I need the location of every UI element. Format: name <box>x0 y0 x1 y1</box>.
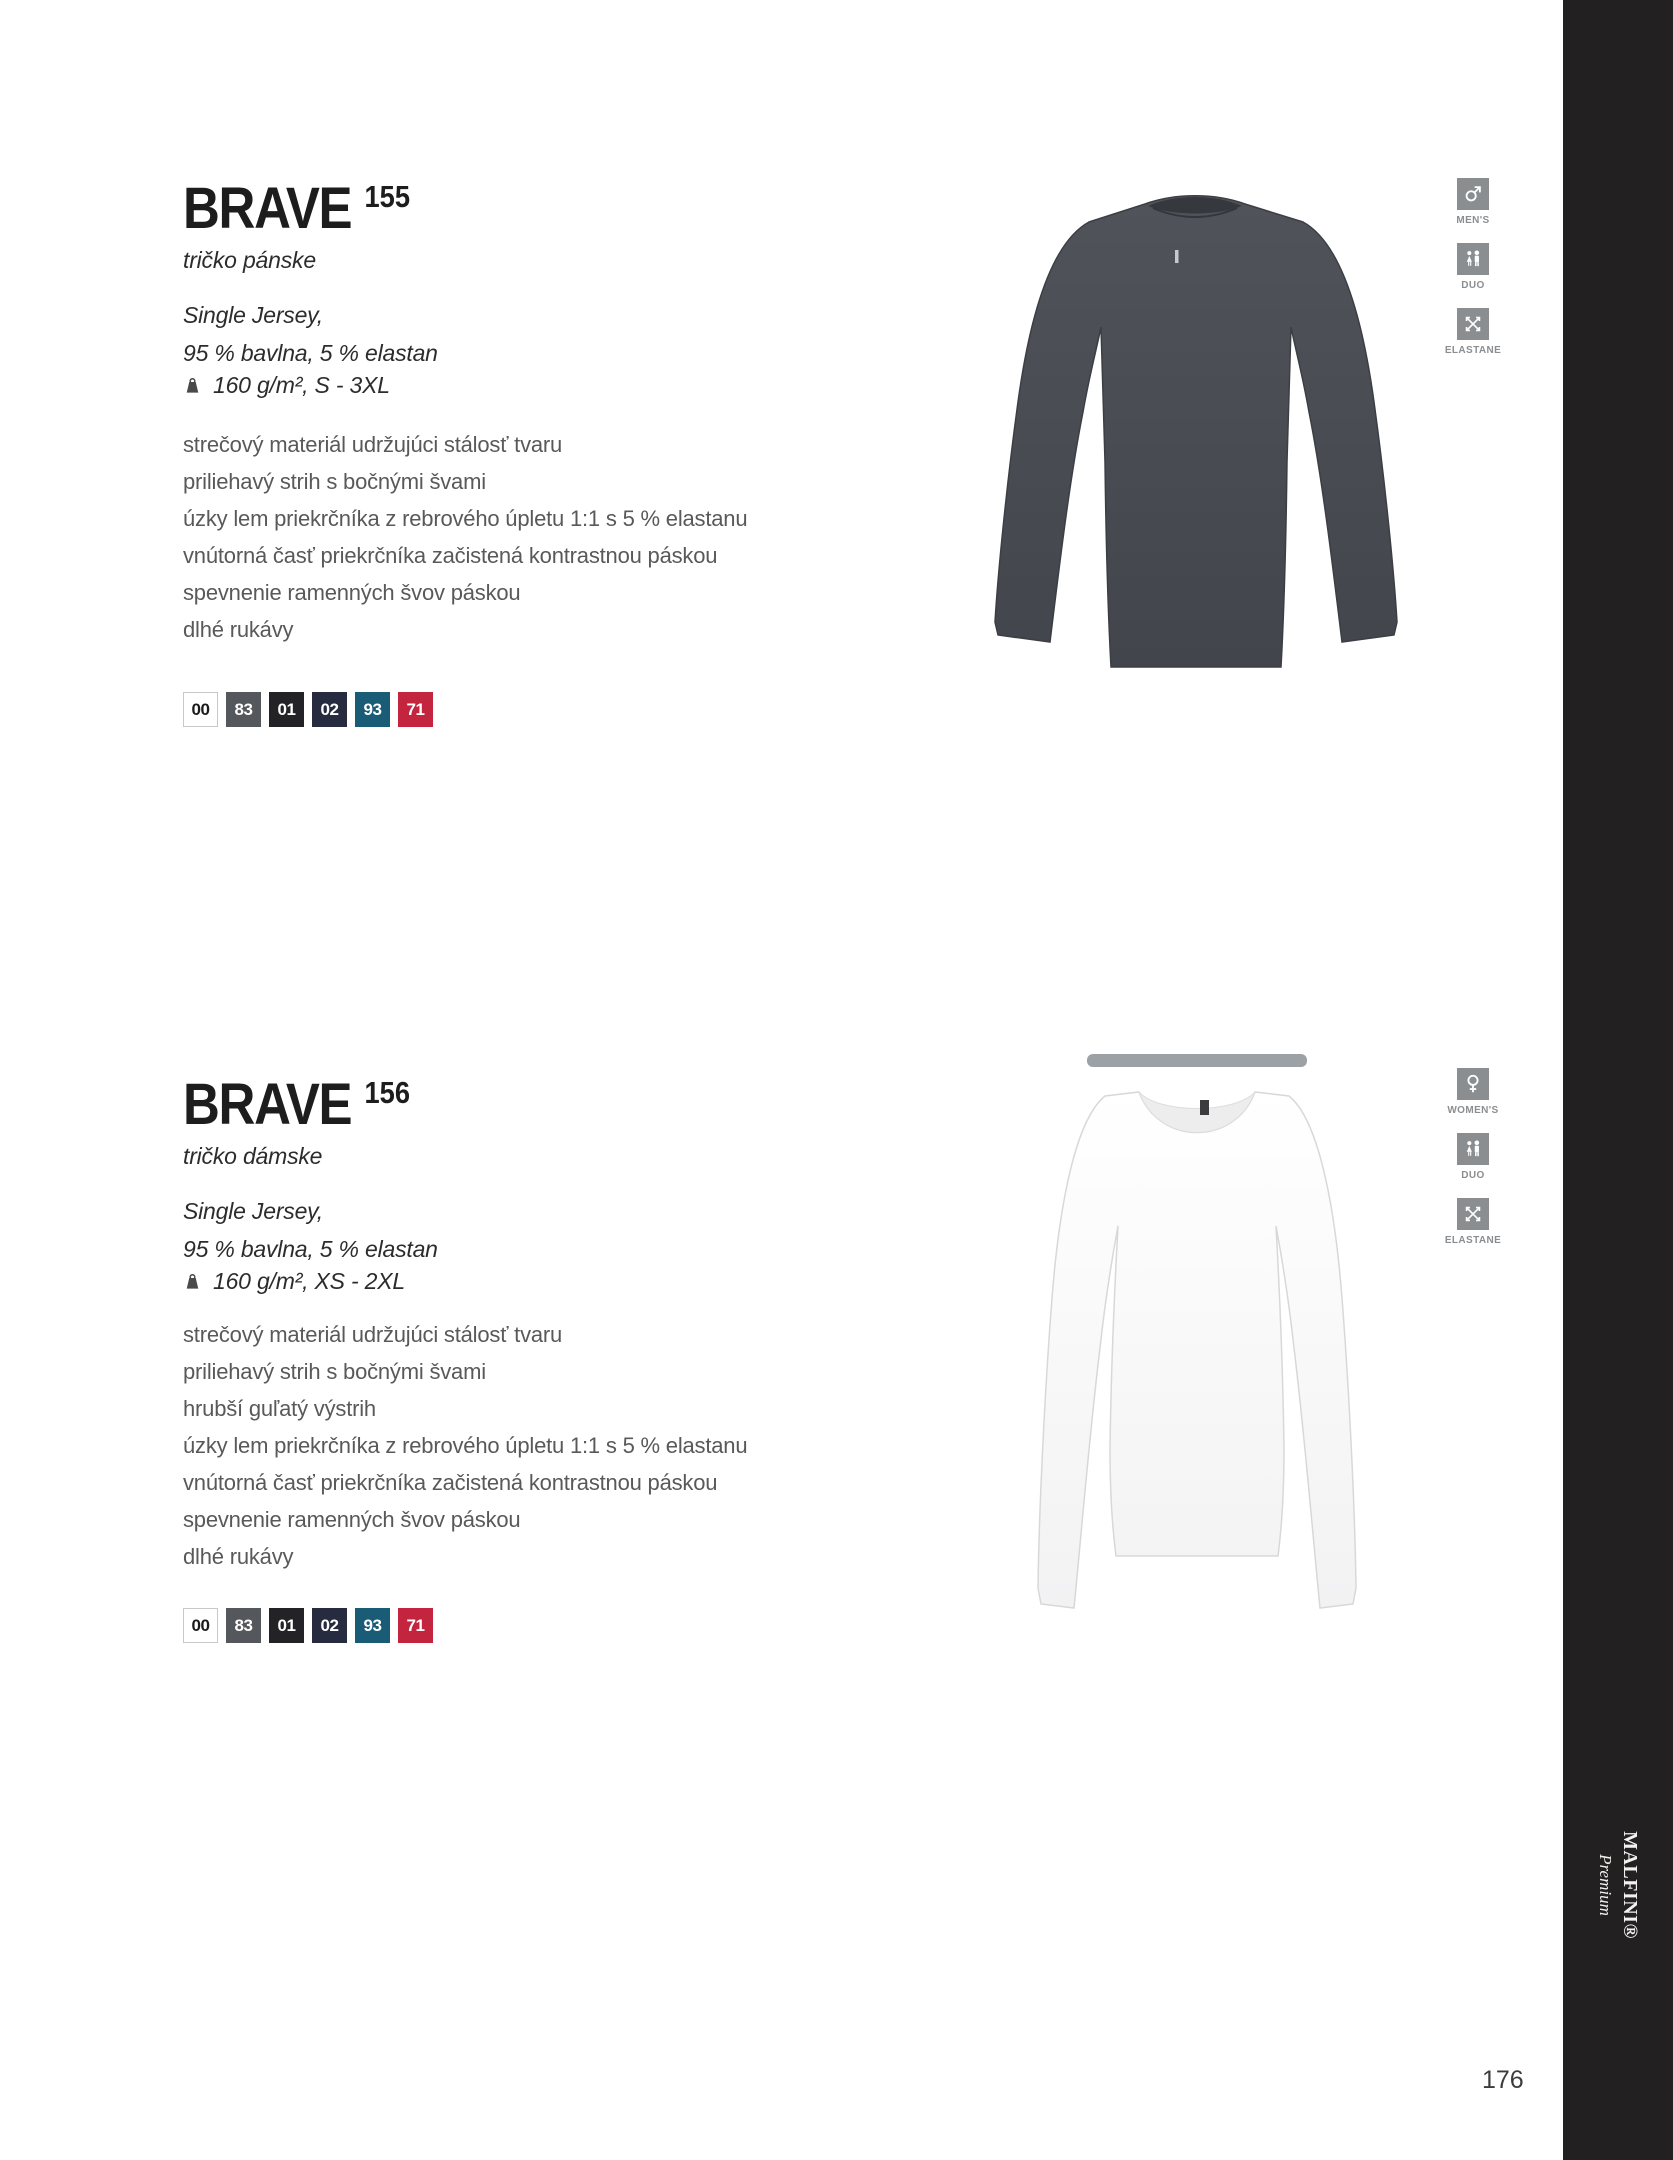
badge-label: DUO <box>1461 1170 1485 1181</box>
feature-line: vnútorná časť priekrčníka začistená kontrastnou páskou <box>183 543 718 568</box>
color-swatch: 00 <box>183 692 218 727</box>
badge-column <box>1425 1068 1521 1246</box>
product-name: BRAVE <box>183 1072 352 1137</box>
material-line: Single Jersey, <box>183 302 323 328</box>
badge-elastane <box>1445 1198 1501 1246</box>
color-swatch: 02 <box>312 1608 347 1643</box>
badge-label: ELASTANE <box>1444 1235 1502 1246</box>
material-info <box>183 1192 438 1268</box>
badge-column <box>1425 178 1521 356</box>
elastane-icon <box>1457 1198 1489 1230</box>
elastane-icon <box>1457 308 1489 340</box>
womens-icon <box>1457 1068 1489 1100</box>
material-info <box>183 296 438 372</box>
feature-line: úzky lem priekrčníka z rebrového úpletu 1:1 s 5 % elastanu <box>183 1433 748 1458</box>
badge-label: MEN'S <box>1456 215 1490 226</box>
feature-line: priliehavý strih s bočnými švami <box>183 1359 486 1384</box>
color-swatch: 00 <box>183 1608 218 1643</box>
product-photo-womens-shirt <box>985 1048 1409 1623</box>
badge-label: WOMEN'S <box>1447 1105 1499 1116</box>
product-code: 155 <box>364 179 411 214</box>
badge-womens <box>1447 1068 1498 1116</box>
weight-icon <box>183 376 202 395</box>
product-subtitle: tričko pánske <box>183 247 316 273</box>
page-number: 176 <box>1482 2066 1524 2094</box>
weight-line <box>183 372 390 399</box>
color-swatch: 93 <box>355 692 390 727</box>
feature-line: strečový materiál udržujúci stálosť tvaru <box>183 1322 563 1347</box>
brand-name: MALFINI® <box>1618 1831 1641 1939</box>
weight-icon <box>183 1272 202 1291</box>
color-swatch: 02 <box>312 692 347 727</box>
badge-label: ELASTANE <box>1444 345 1502 356</box>
feature-line: vnútorná časť priekrčníka začistená kontrastnou páskou <box>183 1470 718 1495</box>
feature-line: strečový materiál udržujúci stálosť tvaru <box>183 432 563 457</box>
feature-line: dlhé rukávy <box>183 1544 294 1569</box>
product-155-title <box>183 176 441 241</box>
hanger-bar <box>1087 1054 1307 1067</box>
color-swatch: 01 <box>269 692 304 727</box>
product-156-title <box>183 1072 441 1137</box>
feature-line: úzky lem priekrčníka z rebrového úpletu 1:1 s 5 % elastanu <box>183 506 748 531</box>
material-line: 95 % bavlna, 5 % elastan <box>183 340 438 366</box>
badge-duo <box>1457 243 1489 291</box>
mens-icon <box>1457 178 1489 210</box>
feature-line: priliehavý strih s bočnými švami <box>183 469 486 494</box>
duo-icon <box>1457 243 1489 275</box>
feature-list <box>183 1316 747 1575</box>
color-swatch: 93 <box>355 1608 390 1643</box>
feature-line: dlhé rukávy <box>183 617 294 642</box>
badge-mens <box>1456 178 1489 226</box>
material-line: 95 % bavlna, 5 % elastan <box>183 1236 438 1262</box>
product-photo-mens-shirt <box>935 162 1455 690</box>
feature-line: hrubší guľatý výstrih <box>183 1396 376 1421</box>
product-code: 156 <box>364 1075 411 1110</box>
feature-line: spevnenie ramenných švov páskou <box>183 580 521 605</box>
color-swatch: 71 <box>398 1608 433 1643</box>
badge-label: DUO <box>1461 280 1485 291</box>
product-name: BRAVE <box>183 176 352 241</box>
neck-tag <box>1200 1100 1209 1115</box>
color-swatch: 83 <box>226 1608 261 1643</box>
material-line: Single Jersey, <box>183 1198 323 1224</box>
weight-line <box>183 1268 405 1295</box>
feature-list <box>183 426 747 648</box>
color-swatch-row <box>183 1608 433 1643</box>
badge-elastane <box>1445 308 1501 356</box>
brand-sidebar-text <box>1563 1800 1673 1970</box>
duo-icon <box>1457 1133 1489 1165</box>
weight-sizes: 160 g/m², XS - 2XL <box>213 1268 405 1294</box>
brand-edition: Premium <box>1595 1854 1615 1916</box>
badge-duo <box>1457 1133 1489 1181</box>
color-swatch: 71 <box>398 692 433 727</box>
color-swatch: 83 <box>226 692 261 727</box>
weight-sizes: 160 g/m², S - 3XL <box>213 372 390 398</box>
feature-line: spevnenie ramenných švov páskou <box>183 1507 521 1532</box>
product-subtitle: tričko dámske <box>183 1143 323 1169</box>
color-swatch: 01 <box>269 1608 304 1643</box>
color-swatch-row <box>183 692 433 727</box>
